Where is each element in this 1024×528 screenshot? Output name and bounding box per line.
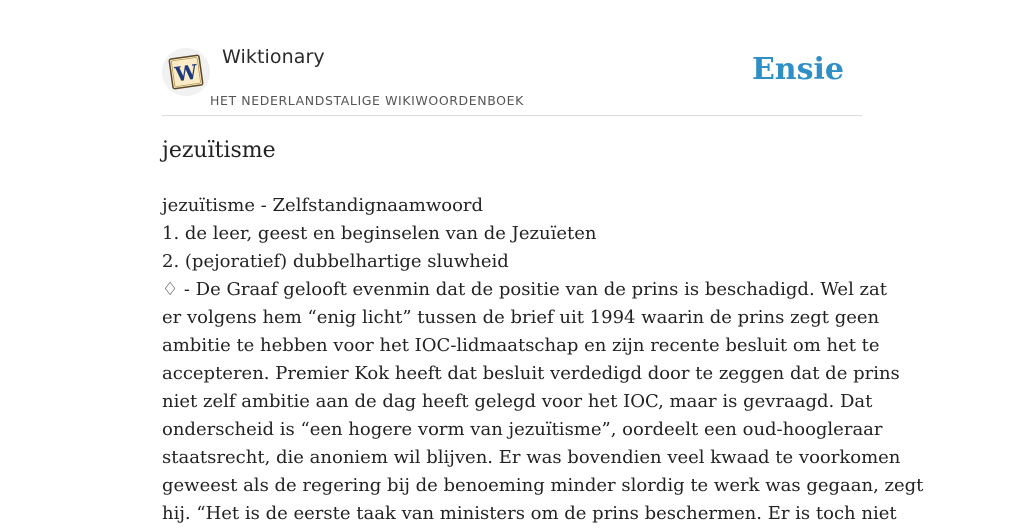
example-line: onderscheid is “een hogere vorm van jezuïtisme”, oordeelt een oud-hoogleraar — [162, 419, 883, 440]
example-line: hij. “Het is de eerste taak van ministers om de prins beschermen. Er is toch niet — [162, 503, 897, 524]
site-tagline: HET NEDERLANDSTALIGE WIKIWOORDENBOEK — [210, 93, 524, 108]
page-title: jezuïtisme — [162, 138, 276, 163]
site-header — [162, 40, 862, 116]
wiktionary-logo-icon[interactable] — [162, 48, 210, 96]
entry-content — [162, 192, 924, 528]
example-line: niet zelf ambitie aan de dag heeft gelegd voor het IOC, maar is gevraagd. Dat — [162, 391, 873, 412]
example-line: ♢ - De Graaf gelooft evenmin dat de positie van de prins is beschadigd. Wel zat — [162, 279, 888, 300]
example-line: er volgens hem “enig licht” tussen de brief uit 1994 waarin de prins zegt geen — [162, 307, 880, 328]
site-name[interactable]: Wiktionary — [222, 46, 325, 68]
definition-1: 1. de leer, geest en beginselen van de Jezuïeten — [162, 223, 597, 244]
example-line: geweest als de regering bij de benoeming minder slordig te werk was gegaan, zegt — [162, 475, 924, 496]
definition-2: 2. (pejoratief) dubbelhartige sluwheid — [162, 251, 509, 272]
example-line: ambitie te hebben voor het IOC-lidmaatschap en zijn recente besluit om het te — [162, 335, 880, 356]
svg-text:W: W — [173, 59, 199, 87]
example-line: accepteren. Premier Kok heeft dat besluit verdedigd door te zeggen dat de prins — [162, 363, 900, 384]
entry-heading: jezuïtisme - Zelfstandignaamwoord — [162, 195, 484, 216]
wiktionary-logo-graphic — [162, 48, 210, 96]
example-line: staatsrecht, die anoniem wil blijven. Er was bovendien veel kwaad te voorkomen — [162, 447, 901, 468]
ensie-brand-link[interactable]: Ensie — [751, 52, 844, 87]
